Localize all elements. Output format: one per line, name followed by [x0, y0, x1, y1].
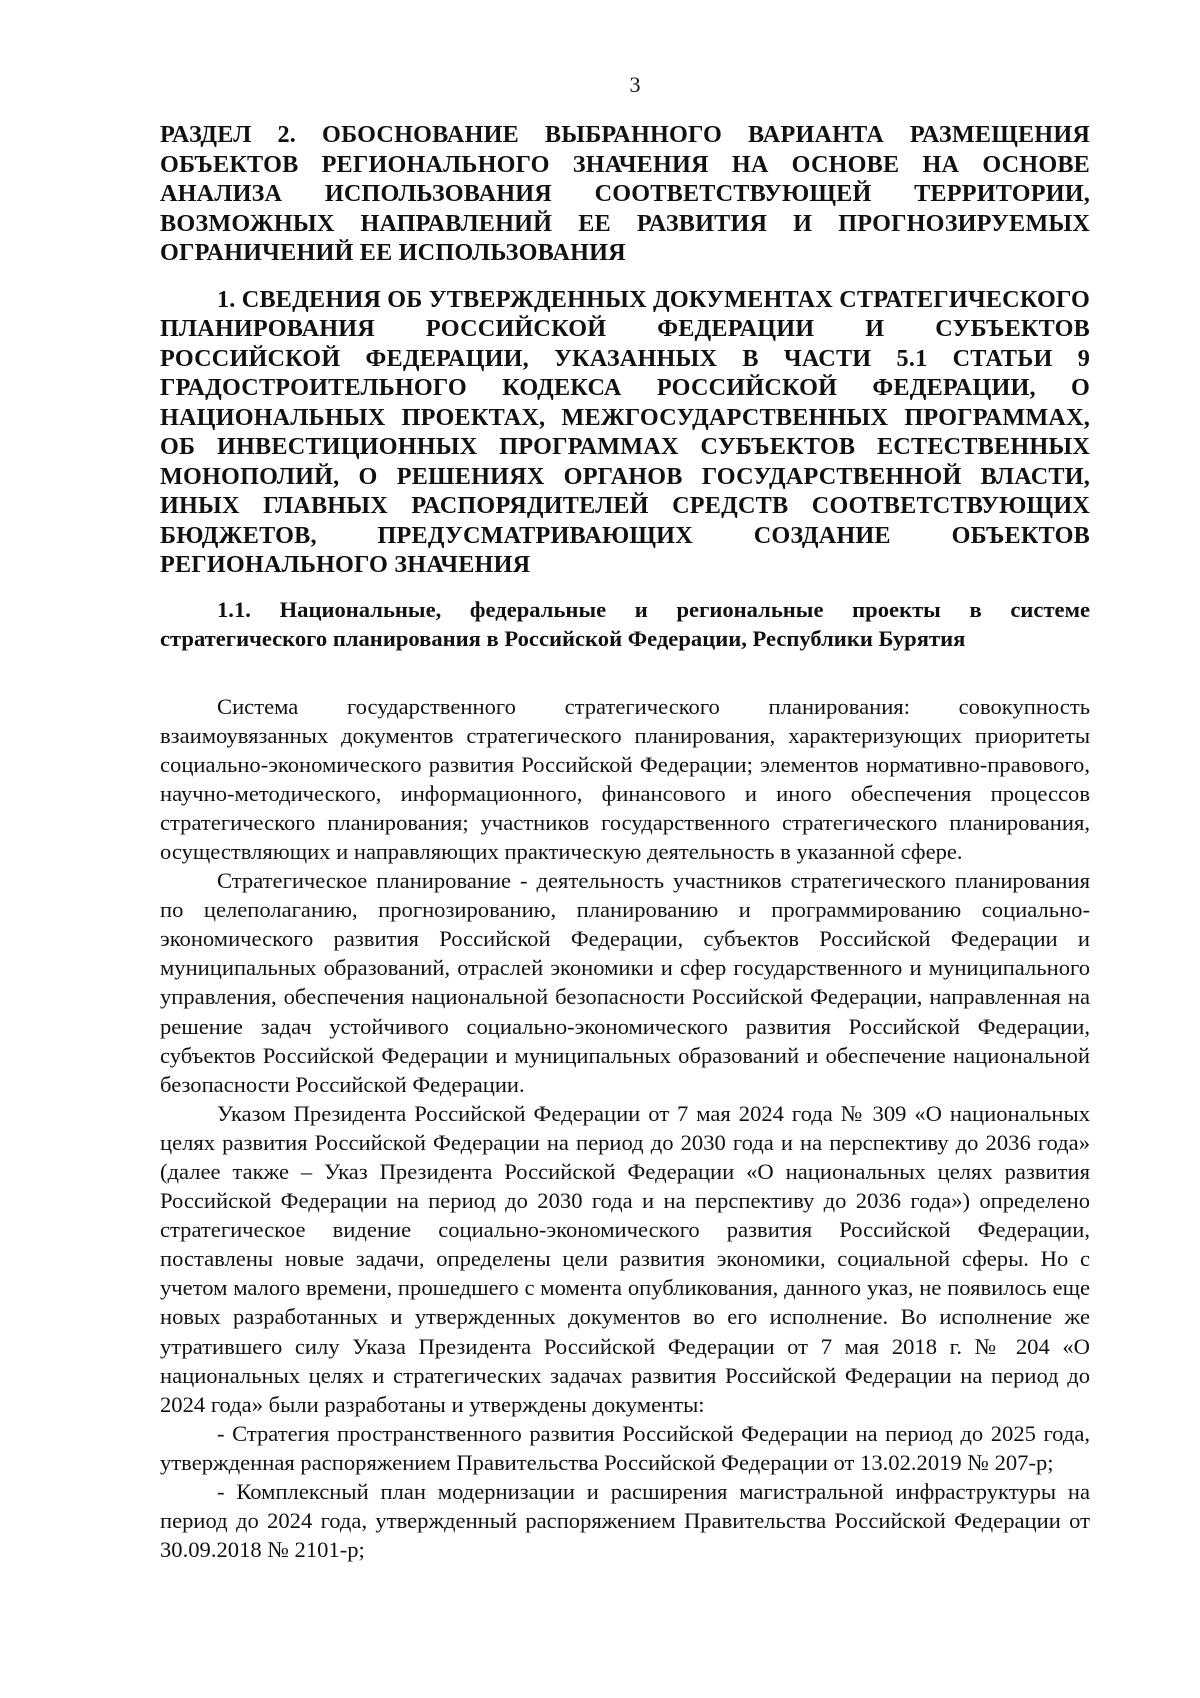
subsection-heading: 1. СВЕДЕНИЯ ОБ УТВЕРЖДЕННЫХ ДОКУМЕНТАХ СТРАТЕГИЧЕСКОГО ПЛАНИРОВАНИЯ РОССИЙСКОЙ ФЕДЕРАЦИИ И СУБЪЕКТОВ РОССИЙСКОЙ ФЕДЕРАЦИИ, УКАЗАННЫХ В ЧАСТИ 5.1 СТАТЬИ 9 ГРАДОСТРОИТЕЛЬНОГО КОДЕКСА РОССИЙСКОЙ ФЕДЕРАЦИИ, О НАЦИОНАЛЬНЫХ ПРОЕКТАХ, МЕЖГОСУДАРСТВЕННЫХ ПРОГРАММАХ, ОБ ИНВЕСТИЦИОННЫХ ПРОГРАММАХ СУБЪЕКТОВ ЕСТЕСТВЕННЫХ МОНОПОЛИЙ, О РЕШЕНИЯХ ОРГАНОВ ГОСУДАРСТВЕННОЙ ВЛАСТИ, ИНЫХ ГЛАВНЫХ РАСПОРЯДИТЕЛЕЙ СРЕДСТВ СООТВЕТСТВУЮЩИХ БЮДЖЕТОВ, ПРЕДУСМАТРИВАЮЩИХ СОЗДАНИЕ ОБЪЕКТОВ РЕГИОНАЛЬНОГО ЗНАЧЕНИЯ: [160, 285, 1090, 578]
list-item: - Комплексный план модернизации и расширения магистральной инфраструктуры на период до 2024 года, утвержденный распоряжением Правительства Российской Федерации от 30.09.2018 № 2101-р;: [160, 1479, 1090, 1563]
list-item: - Стратегия пространственного развития Российской Федерации на период до 2025 года, утвержденная распоряжением Правительства Российской Федерации от 13.02.2019 № 207-р;: [160, 1420, 1090, 1475]
paragraph: Стратегическое планирование - деятельность участников стратегического планирования по целеполаганию, прогнозированию, планированию и программированию социально-экономического развития Российской Федерации, субъектов Российской Федерации и муниципальных образований, отраслей экономики и сфер государственного и муниципального управления, обеспечения национальной безопасности Российской Федерации, направленная на решение задач устойчивого социально-экономического развития Российской Федерации, субъектов Российской Федерации и муниципальных образований и обеспечение национальной безопасности Российской Федерации.: [160, 868, 1090, 1097]
paragraph: Система государственного стратегического планирования: совокупность взаимоувязанных документов стратегического планирования, характеризующих приоритеты социально-экономического развития Российской Федерации; элементов нормативно-правового, научно-методического, информационного, финансового и иного обеспечения процессов стратегического планирования; участников государственного стратегического планирования, осуществляющих и направляющих практическую деятельность в указанной сфере.: [160, 693, 1090, 864]
subsubsection-heading: 1.1. Национальные, федеральные и региональные проекты в системе стратегического планирования в Российской Федерации, Республики Бурятия: [160, 596, 1090, 651]
paragraph: Указом Президента Российской Федерации от 7 мая 2024 года № 309 «О национальных целях развития Российской Федерации на период до 2030 года и на перспективу до 2036 года» (далее также – Указ Президента Российской Федерации «О национальных целях развития Российской Федерации на период до 2030 года и на перспективу до 2036 года») определено стратегическое видение социально-экономического развития Российской Федерации, поставлены новые задачи, определены цели развития экономики, социальной сферы. Но с учетом малого времени, прошедшего с момента опубликования, данного указ, не появилось еще новых разработанных и утвержденных документов во его исполнение. Во исполнение же утратившего силу Указа Президента Российской Федерации от 7 мая 2018 г. № 204 «О национальных целях и стратегических задачах развития Российской Федерации на период до 2024 года» были разработаны и утверждены документы:: [160, 1100, 1090, 1417]
section-heading: РАЗДЕЛ 2. ОБОСНОВАНИЕ ВЫБРАННОГО ВАРИАНТА РАЗМЕЩЕНИЯ ОБЪЕКТОВ РЕГИОНАЛЬНОГО ЗНАЧЕНИЯ НА ОСНОВЕ НА ОСНОВЕ АНАЛИЗА ИСПОЛЬЗОВАНИЯ СООТВЕТСТВУЮЩЕЙ ТЕРРИТОРИИ, ВОЗМОЖНЫХ НАПРАВЛЕНИЙ ЕЕ РАЗВИТИЯ И ПРОГНОЗИРУЕМЫХ ОГРАНИЧЕНИЙ ЕЕ ИСПОЛЬЗОВАНИЯ: [160, 121, 1090, 266]
page-number: 3: [629, 72, 641, 97]
